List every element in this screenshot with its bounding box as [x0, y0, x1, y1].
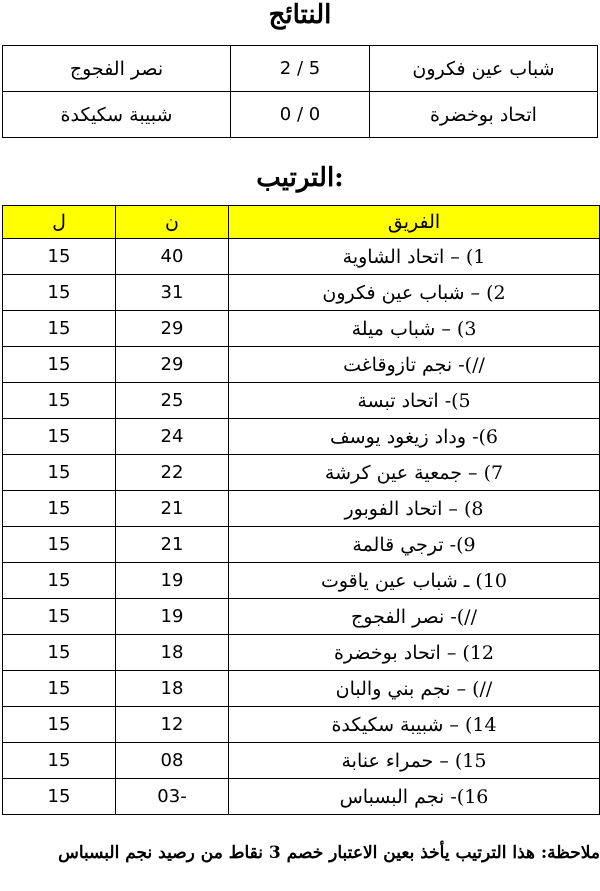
standing-games: 15: [3, 707, 116, 743]
standing-team: 8) – اتحاد الفوبور: [229, 491, 600, 527]
standing-points: 29: [116, 311, 229, 347]
standings-title: الترتيب:: [256, 163, 344, 193]
standing-points: -03: [116, 779, 229, 815]
standing-points: 22: [116, 455, 229, 491]
standing-team: 9)- ترجي قالمة: [229, 527, 600, 563]
standing-games: 15: [3, 671, 116, 707]
standings-header-row: [3, 206, 600, 239]
table-row: [3, 491, 600, 527]
standing-points: 08: [116, 743, 229, 779]
result-score: 0 / 0: [231, 92, 370, 138]
header-points: ن: [116, 206, 229, 239]
standing-games: 15: [3, 275, 116, 311]
standing-games: 15: [3, 635, 116, 671]
standing-games: 15: [3, 311, 116, 347]
standing-team: 12) – اتحاد بوخضرة: [229, 635, 600, 671]
standing-points: 21: [116, 491, 229, 527]
table-row: [3, 635, 600, 671]
standing-team: 14) – شبيبة سكيكدة: [229, 707, 600, 743]
standing-games: 15: [3, 743, 116, 779]
results-title: النتائج: [268, 0, 332, 30]
standing-points: 31: [116, 275, 229, 311]
result-away-team: نصر الفجوج: [3, 46, 231, 92]
standing-team: //) – نجم بني والبان: [229, 671, 600, 707]
standing-points: 40: [116, 239, 229, 275]
table-row: [3, 275, 600, 311]
table-row: [3, 239, 600, 275]
footnote: ملاحظة: هذا الترتيب يأخذ بعين الاعتبار خصم 3 نقاط من رصيد نجم البسباس: [58, 843, 600, 863]
result-score: 5 / 2: [231, 46, 370, 92]
standings-table: [2, 205, 600, 815]
table-row: [3, 419, 600, 455]
standing-team: //)- نصر الفجوج: [229, 599, 600, 635]
standing-games: 15: [3, 491, 116, 527]
table-row: [3, 671, 600, 707]
table-row: [3, 599, 600, 635]
result-row: [3, 92, 598, 138]
standing-points: 12: [116, 707, 229, 743]
standing-games: 15: [3, 779, 116, 815]
standing-points: 18: [116, 635, 229, 671]
standing-games: 15: [3, 599, 116, 635]
table-row: [3, 383, 600, 419]
standing-points: 25: [116, 383, 229, 419]
table-row: [3, 347, 600, 383]
table-row: [3, 455, 600, 491]
standing-games: 15: [3, 239, 116, 275]
table-row: [3, 707, 600, 743]
standing-team: 5)- اتحاد تبسة: [229, 383, 600, 419]
standing-team: 3) – شباب ميلة: [229, 311, 600, 347]
table-row: [3, 779, 600, 815]
standing-games: 15: [3, 527, 116, 563]
table-row: [3, 527, 600, 563]
table-row: [3, 311, 600, 347]
standing-points: 29: [116, 347, 229, 383]
standing-points: 18: [116, 671, 229, 707]
result-row: [3, 46, 598, 92]
standing-team: 15) – حمراء عنابة: [229, 743, 600, 779]
table-row: [3, 743, 600, 779]
result-away-team: شبيبة سكيكدة: [3, 92, 231, 138]
standing-points: 19: [116, 599, 229, 635]
standing-team: 16)- نجم البسباس: [229, 779, 600, 815]
standing-team: 2) – شباب عين فكرون: [229, 275, 600, 311]
header-games: ل: [3, 206, 116, 239]
result-home-team: اتحاد بوخضرة: [370, 92, 598, 138]
standing-points: 19: [116, 563, 229, 599]
standing-team: 7) – جمعية عين كرشة: [229, 455, 600, 491]
standing-team: //)- نجم تازوقاغت: [229, 347, 600, 383]
table-row: [3, 563, 600, 599]
standing-team: 10) ـ شباب عين ياقوت: [229, 563, 600, 599]
result-home-team: شباب عين فكرون: [370, 46, 598, 92]
standing-team: 6)- وداد زيغود يوسف: [229, 419, 600, 455]
standing-games: 15: [3, 455, 116, 491]
standing-games: 15: [3, 419, 116, 455]
standing-points: 24: [116, 419, 229, 455]
standing-team: 1) – اتحاد الشاوية: [229, 239, 600, 275]
standing-games: 15: [3, 347, 116, 383]
results-table: [2, 45, 598, 138]
header-team: الفريق: [229, 206, 600, 239]
standing-games: 15: [3, 563, 116, 599]
standing-points: 21: [116, 527, 229, 563]
standing-games: 15: [3, 383, 116, 419]
